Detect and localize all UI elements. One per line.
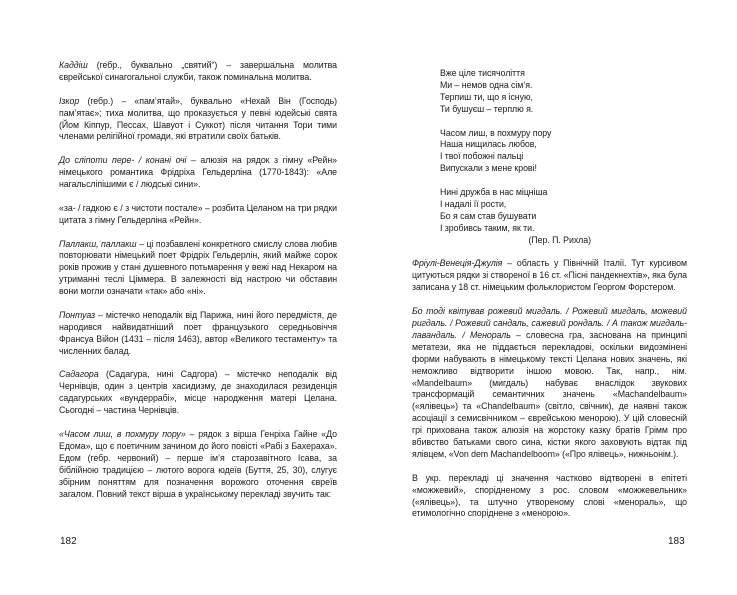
left-page <box>0 0 368 595</box>
poem-line: Ти бушуєш – терплю я. <box>440 103 534 114</box>
page-number: 182 <box>60 536 77 547</box>
poem-stanza <box>440 128 687 176</box>
glossary-term: Понтуаз <box>59 309 96 320</box>
glossary-term: Паллакш, паллакш <box>59 238 137 249</box>
glossary-definition: (гебр., буквально „святий“) – завершальна молитва єврейської синагогальної служби, також поминальна молитва. <box>59 60 337 82</box>
page-number: 183 <box>668 536 685 547</box>
glossary-entry-almond <box>412 306 687 461</box>
glossary-term: Каддіш <box>59 60 88 70</box>
glossary-entry-blind-eyes <box>59 155 337 191</box>
glossary-entry-pontoise <box>59 310 337 358</box>
glossary-entry-pallaksch <box>59 239 337 299</box>
glossary-definition: – область у Північній Італії. Тут курсивом цитуються рядки зі створеної в 16 ст. «Пісні пандекнехтів», яка була записана у 18 ст. німецьким фольклористом Георгом Форстером. <box>412 258 687 293</box>
glossary-entry-riddle <box>59 203 337 227</box>
glossary-definition: – алюзія на рядок з гімну «Рейн» німецького романтика Фрідріха Гельдерліна (1770-1843): «Але нагальсліпішими є / людські сини». <box>59 155 337 190</box>
glossary-definition: «за- / гадкою є / з чистоти постале» – розбита Целаном на три рядки цитата з гімну Гельдерліна «Рейн». <box>59 202 337 225</box>
poem-line: Терпиш ти, що я існую, <box>440 91 533 102</box>
glossary-entry-kaddish <box>59 60 337 84</box>
glossary-definition: В укр. перекладі ці значення частково відтворені в епітеті «можжевий», спорідненому з рос. словом «можжевельник» («ялівець»), та штучно утвореному слові «менораль», що етимологічно споріднене з «менорою». <box>412 472 687 519</box>
poem-line: Нині дружба в нас міцніша <box>440 187 548 198</box>
left-page-text <box>59 60 337 512</box>
poem-line: Часом лиш, в похмуру пору <box>440 127 552 138</box>
poem <box>440 68 687 247</box>
poem-line: І зробивсь таким, як ти. <box>440 222 535 233</box>
glossary-definition: (гебр.) – «пам’ятай», буквально «Нехай Він (Господь) пам’ятає»; тиха молитва, що проказується у певні юдейські свята (Йом Кіппур, Пессах, Шавуот і Суккот) після читання Тори тими членами релігійної громади, які втратили своїх батьків. <box>59 95 337 142</box>
glossary-term: До сліпоти пере- / конані очі <box>59 155 187 166</box>
poem-line: І надалі її рости, <box>440 198 507 209</box>
glossary-definition: (Садагура, нині Садгора) – містечко неподалік від Чернівців, один з центрів хасидизму, де знаходилася резиденція садагурських «вундеррабі», місце народження матері Целана. Сьогодні – частина Чернівців. <box>59 369 337 416</box>
glossary-entry-sadagora <box>59 369 337 417</box>
poem-line: Випускали з мене крові! <box>440 163 537 174</box>
glossary-term: Ізкор <box>59 95 80 106</box>
poem-line: Вже ціле тисячоліття <box>440 68 525 78</box>
glossary-entry-friuli <box>412 258 687 294</box>
glossary-definition: – містечко неподалік від Парижа, нині його передмістя, де народився найвидатніший поет французького середньовіччя Франсуа Війон (1431 – після 1463), автор «Великого тестаменту» та численних балад. <box>59 309 337 356</box>
poem-stanza <box>440 68 687 116</box>
poem-stanza <box>440 187 687 247</box>
glossary-definition: – ці позбавлені конкретного смислу слова любив повторювати німецький поет Фрідріх Гельдерлін, який майже сорок років прожив у стані душевного потьмарення у вежі над Некаром на утриманні теслі Ціммера. В залежності від настрою чи обставин вони могли означати «так» або «ні». <box>59 238 337 297</box>
glossary-entry-heine-quote <box>59 429 337 500</box>
translator-credit: (Пер. П. Рихла) <box>528 234 591 245</box>
glossary-definition: – словесна гра, заснована на принципі метатези, яка не піддається перекладові, оскільки видозмінені форми набувають в німецькому тексті Целана нових значень, які неможливо відтворити іншою мовою. Так, напр., нім. «Mandelbaum» (мигдаль) набуває внаслідок звукових трансформацій семантичних значень «Machandelbaum» («ялівець») та «Chandelbaum» (світло, свічник), де наявні також асоціації з семисвічником – єврейською менорою). У цій словесній грі прихована також алюзія на жорстоку казку братів Грімм про вбивство батьками свого сина, кістки якого заховують відтак під ялівцем, «Von dem Machandelboom» («Про ялівець», нижньонім.). <box>412 329 687 459</box>
poem-line: Наша нищилась любов, <box>440 139 537 150</box>
glossary-entry-translation-note <box>412 473 687 521</box>
right-page-text <box>412 68 687 532</box>
glossary-term: Фріулі-Венеція-Джулія <box>412 258 503 269</box>
poem-line: Бо я сам став бушувати <box>440 210 537 221</box>
glossary-term: «Часом лиш, в похмуру пору» <box>59 428 186 439</box>
poem-line: І твої побожні пальці <box>440 151 524 162</box>
glossary-term: Бо тоді квітував рожевий мигдаль. / Рожевий мигдаль, можевий ригдаль. / Рожевий сандаль, сажевий рондаль. / А також мигдаль-лавандаль. / Менораль <box>412 306 687 340</box>
glossary-term: Садагора <box>59 369 99 380</box>
glossary-definition: – рядок з вірша Генріха Гайне «До Едома», що є поетичним зачином до його повісті «Рабі з Бахераха». Едом (гебр. червоний) – перше ім’я старозавітного Ісава, за біблійною традицією – лютого ворога юдеїв (Буття, 25, 30), слугує збірним поняттям для позначення ворожого оточення євреїв загалом. Повний текст вірша в українському перекладі звучить так: <box>59 428 337 499</box>
glossary-entry-izkor <box>59 96 337 144</box>
poem-line: Ми – немов одна сім’я. <box>440 79 533 90</box>
